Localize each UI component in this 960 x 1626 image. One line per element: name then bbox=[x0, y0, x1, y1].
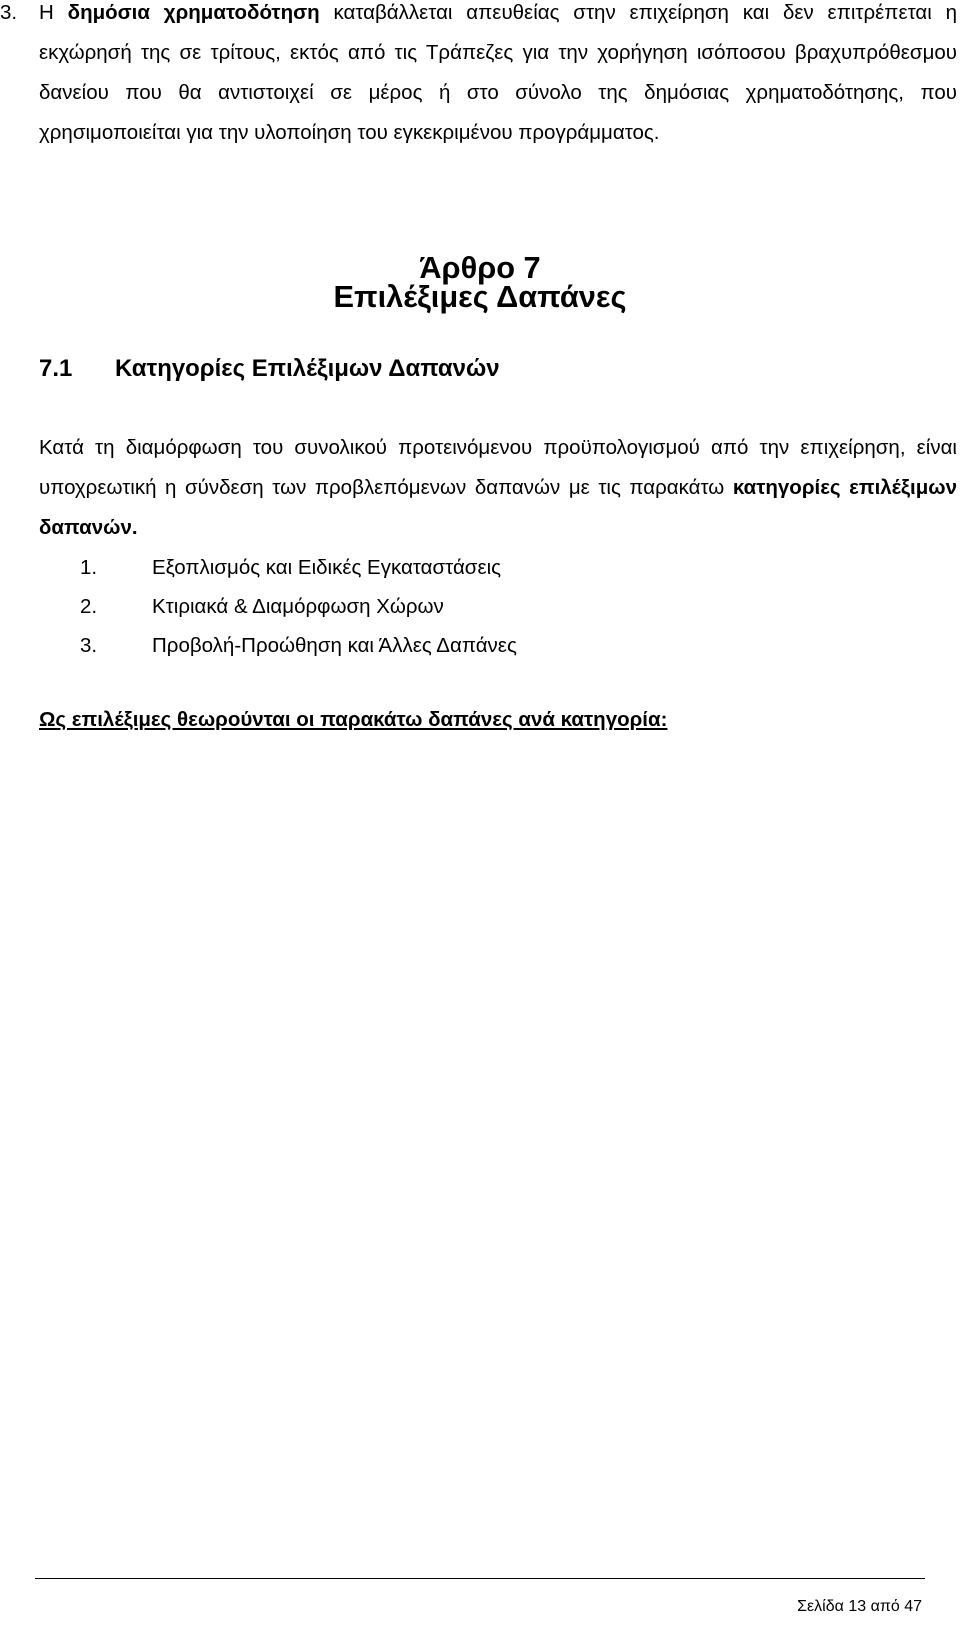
body-bold-tail: κατηγορίες επιλέξιμων δαπανών. bbox=[39, 476, 957, 539]
page-number: Σελίδα 13 από 47 bbox=[797, 1598, 922, 1615]
list-item-number: 3. bbox=[80, 634, 98, 657]
intro-paragraph bbox=[39, 0, 957, 153]
list-item-number: 1. bbox=[80, 556, 98, 579]
list-item-number: 2. bbox=[80, 595, 98, 618]
section-title: Κατηγορίες Επιλέξιμων Δαπανών bbox=[115, 355, 500, 382]
section-number: 7.1 bbox=[39, 355, 73, 382]
body-paragraph bbox=[39, 428, 957, 548]
list-item-number: 3. bbox=[0, 1, 18, 24]
section-heading bbox=[39, 354, 500, 384]
intro-lead: Η bbox=[39, 1, 54, 24]
intro-rest: καταβάλλεται απευθείας στην επιχείρηση και δεν επιτρέπεται η εκχώρησή της σε τρίτους, εκτός από τις Τράπεζες για την χορήγηση ισόποσου βραχυπρόθεσμου δανείου που θα αντιστοιχεί σε μέρος ή στο σύνολο της δημόσιας χρηματοδότησης, που χρησιμοποιείται για την υλοποίηση του εγκεκριμένου προγράμματος. bbox=[39, 1, 958, 144]
list-item-label: Προβολή-Προώθηση και Άλλες Δαπάνες bbox=[152, 634, 517, 657]
body-text: Κατά τη διαμόρφωση του συνολικού προτεινόμενου προϋπολογισμού από την επιχείρηση, είναι υποχρεωτική η σύνδεση των προβλεπόμενων δαπανών με τις παρακάτω bbox=[39, 436, 957, 499]
article-number: Άρθρο 7 bbox=[419, 250, 541, 285]
eligible-expenses-heading: Ως επιλέξιμες θεωρούνται οι παρακάτω δαπάνες ανά κατηγορία: bbox=[39, 708, 668, 731]
intro-bold-term: δημόσια χρηματοδότηση bbox=[67, 1, 320, 24]
footer-divider bbox=[35, 1578, 925, 1579]
list-item-label: Κτιριακά & Διαμόρφωση Χώρων bbox=[152, 595, 444, 618]
article-title: Επιλέξιμες Δαπάνες bbox=[333, 279, 627, 314]
list-item-label: Εξοπλισμός και Ειδικές Εγκαταστάσεις bbox=[152, 556, 502, 579]
